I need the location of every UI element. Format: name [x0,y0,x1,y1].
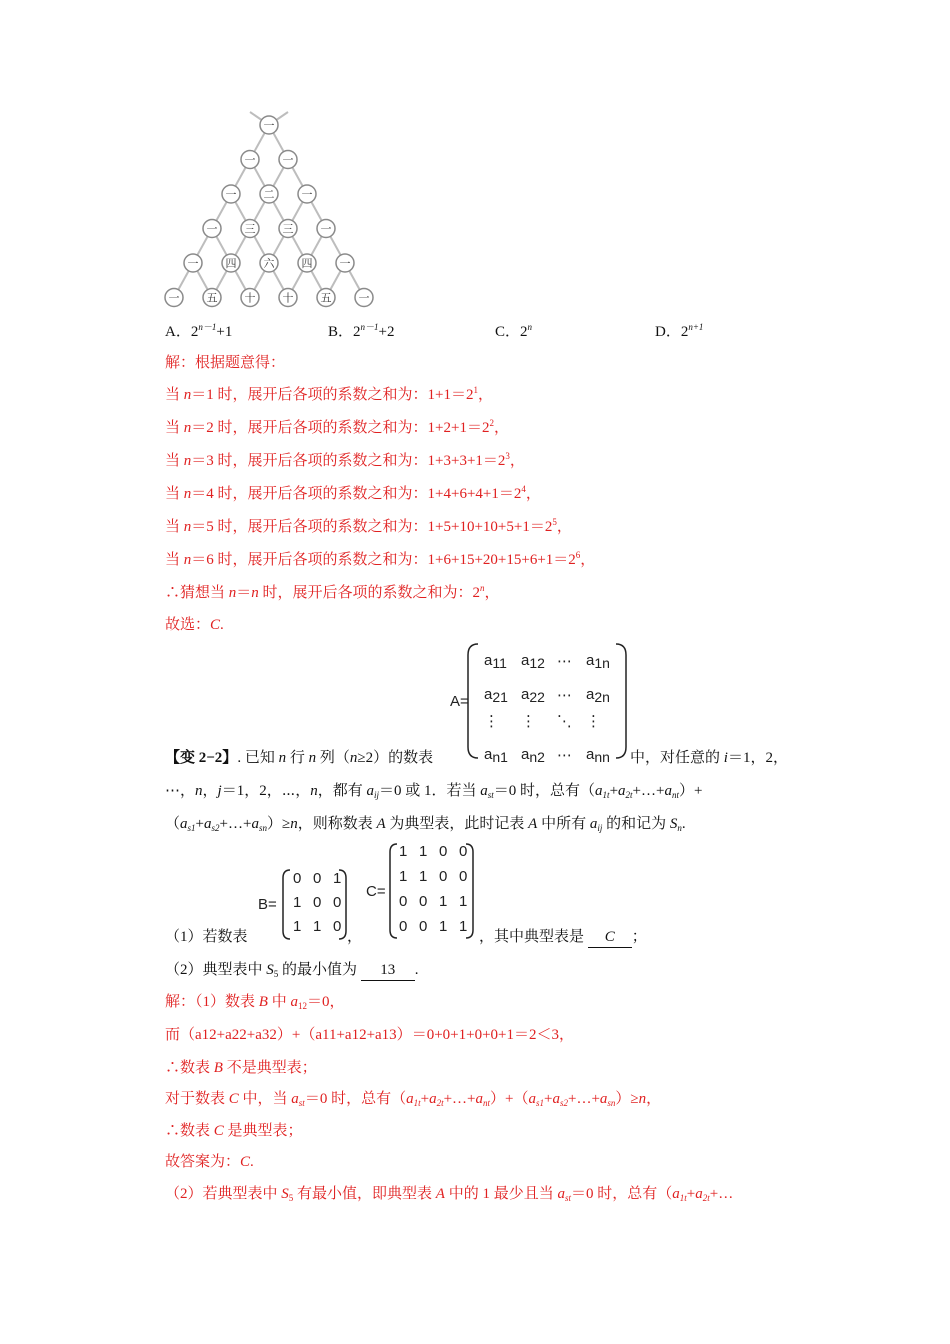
answer-blank-1[interactable]: C [604,929,615,945]
question-1-mid: ， [347,929,363,945]
matrixB-cell: 1 [333,870,342,887]
triangle-node [279,220,297,238]
svg-text:一: 一 [206,222,218,236]
matrixB-cell: 1 [313,918,322,935]
svg-text:一: 一 [282,153,294,167]
matrixB-cell: 0 [313,894,322,911]
matrix-a-cell: ⋯ [557,747,572,764]
problem-tag: 【变 2−2】 [165,750,238,766]
solution2-line-4: 对于数表 C 中，当 $a_{st}=0$ 时，总有$(a_{1t}+a_{2t}+\dots+a_{nt})+(a_{s1}+a_{s2}+\dots+a_{sn})\ge n$， [165,1091,662,1108]
matrixC-cell: 0 [459,843,468,860]
triangle-node [298,254,316,272]
matrixC-cell: 1 [459,893,468,910]
triangle-node [336,254,354,272]
matrix-a-cell: an2 [521,746,545,765]
question-2: （2）典型表中 $S_5$ 的最小值为 13 . [165,962,419,979]
triangle-node [355,289,373,307]
solution-case-2: 当 n＝2 时，展开后各项的系数之和为：$1+2+1=2^2$， [165,418,509,436]
matrix-a-cell: ann [586,746,610,765]
triangle-node [241,289,259,307]
triangle-node [260,185,278,203]
triangle-node [184,254,202,272]
svg-text:一: 一 [301,188,313,201]
problem-line-1: 【变 2−2】. 已知 n 行 n 列（n≥2）的数表 [165,750,434,766]
solution2-line-2: 而（a12+a22+a32）+（a11+a12+a13）＝0+0+1+0+0+1＝2＜3， [165,1027,574,1043]
solution-case-1: 当 n＝1 时，展开后各项的系数之和为：$1+1=2^1$， [165,385,494,403]
triangle-node [317,289,335,307]
svg-text:一: 一 [168,291,180,305]
triangle-node [241,220,259,238]
matrixC-cell: 0 [439,868,448,885]
triangle-node [279,151,297,169]
matrix-a-cell: ⋮ [586,713,601,730]
matrixB-cell: 1 [293,894,302,911]
svg-text:十: 十 [244,291,256,305]
matrix-a-cell: ⋯ [557,653,572,670]
problem-line-3: $(a_{s1}+a_{s2}+\dots+a_{sn})\ge n$，则称数表 A 为典型表，此时记表 A 中所有 $a_{ij}$ 的和记为 $S_n$. [165,816,686,833]
triangle-node [298,185,316,203]
matrixC-cell: 1 [459,918,468,935]
matrix-a-cell: ⋮ [521,713,536,730]
matrixB-cell: 0 [293,870,302,887]
solution-guess: ∴猜想当 n＝n 时，展开后各项的系数之和为：2$^n$， [165,583,500,601]
svg-text:五: 五 [320,291,332,305]
solution2-line-1: 解：（1）数表 B 中 $a_{12}=0$， [165,994,345,1011]
solution-case-4: 当 n＝4 时，展开后各项的系数之和为：$1+4+6+4+1=2^4$， [165,484,541,502]
matrix-b-label: B= [258,896,277,913]
matrix-a-cell: a2n [586,686,610,705]
triangle-node [165,289,183,307]
triangle-node [222,254,240,272]
matrixB-cell: 1 [293,918,302,935]
triangle-node [222,185,240,203]
matrix-a-cell: an1 [484,746,508,765]
svg-text:十: 十 [282,291,294,305]
solution2-line-6: 故答案为：C. [165,1154,254,1170]
svg-text:二: 二 [263,188,275,201]
svg-text:六: 六 [263,257,275,270]
matrix-c-label: C= [366,883,386,900]
svg-text:三: 三 [282,222,294,236]
svg-text:一: 一 [339,257,351,270]
answer-blank-2[interactable]: 13 [380,962,396,978]
matrixC-cell: 1 [399,843,408,860]
triangle-node [241,151,259,169]
choice-a[interactable]: A．$2^{n-1}+1$ [165,322,233,340]
matrix-a-cell: ⋱ [557,713,572,730]
matrixC-cell: 0 [419,918,428,935]
matrixC-cell: 1 [399,868,408,885]
svg-text:一: 一 [320,222,332,236]
solution2-line-3: ∴数表 B 不是典型表； [165,1060,317,1076]
solution2-line-7: （2）若典型表中 $S_5$ 有最小值，即典型表 A 中的 1 最少且当 $a_{st}=0$ 时，总有（$a_{1t}+a_{2t}+\dots$ [165,1186,734,1203]
question-1: ，其中典型表是 C ； [479,927,647,948]
matrixB-cell: 0 [333,918,342,935]
solution-case-5: 当 n＝5 时，展开后各项的系数之和为：$1+5+10+10+5+1=2^5$， [165,517,572,535]
matrixC-cell: 0 [399,918,408,935]
matrix-a-cell: ⋯ [557,687,572,704]
solution-case-3: 当 n＝3 时，展开后各项的系数之和为：$1+3+3+1=2^3$， [165,451,525,469]
svg-text:一: 一 [187,257,199,270]
solution2-line-5: ∴数表 C 是典型表； [165,1123,303,1139]
choice-b[interactable]: B．$2^{n-1}+2$ [328,322,395,340]
matrix-a-cell: a22 [521,686,545,705]
solution-answer: 故选：C. [165,617,224,633]
svg-text:三: 三 [244,222,256,236]
matrix-a-label: A= [450,693,469,710]
svg-text:四: 四 [301,257,313,270]
matrixC-cell: 1 [419,868,428,885]
svg-text:一: 一 [244,153,256,167]
svg-text:五: 五 [206,291,218,305]
svg-text:一: 一 [225,188,237,201]
choice-c[interactable]: C．2$^n$ [495,322,533,340]
matrix-a-cell: a21 [484,686,508,705]
solution-intro: 解：根据题意得： [165,355,286,371]
matrix-a-cell: a11 [484,652,507,671]
triangle-node [260,116,278,134]
matrixC-cell: 0 [419,893,428,910]
question-1-pre: （1）若数表 [165,929,248,945]
matrixC-cell: 1 [439,893,448,910]
solution-case-6: 当 n＝6 时，展开后各项的系数之和为：$1+6+15+20+15+6+1=2^6$， [165,550,596,568]
triangle-node [260,254,278,272]
triangle-node [203,220,221,238]
choice-d[interactable]: D．$2^{n+1}$ [655,322,704,340]
matrixC-cell: 1 [419,843,428,860]
matrix-a-cell: a12 [521,652,545,671]
problem-line-1-tail: 中，对任意的 i＝1，2， [630,750,788,766]
matrixC-cell: 0 [439,843,448,860]
matrixB-cell: 0 [333,894,342,911]
matrixC-cell: 0 [459,868,468,885]
triangle-node [203,289,221,307]
svg-text:一: 一 [358,291,370,305]
matrix-a-cell: ⋮ [484,713,499,730]
matrixB-cell: 0 [313,870,322,887]
matrixC-cell: 1 [439,918,448,935]
svg-text:一: 一 [263,119,275,132]
svg-text:四: 四 [225,257,237,270]
triangle-node [317,220,335,238]
problem-line-2: ⋯，n，j＝1，2，⋯，n，都有 $a_{ij}=0$ 或 1．若当 $a_{st}=0$ 时，总有$(a_{1t}+a_{2t}+\dots+a_{nt})+$ [165,783,703,800]
pascal-triangle-figure [0,0,950,320]
triangle-node [279,289,297,307]
matrix-a-cell: a1n [586,652,610,671]
matrixC-cell: 0 [399,893,408,910]
